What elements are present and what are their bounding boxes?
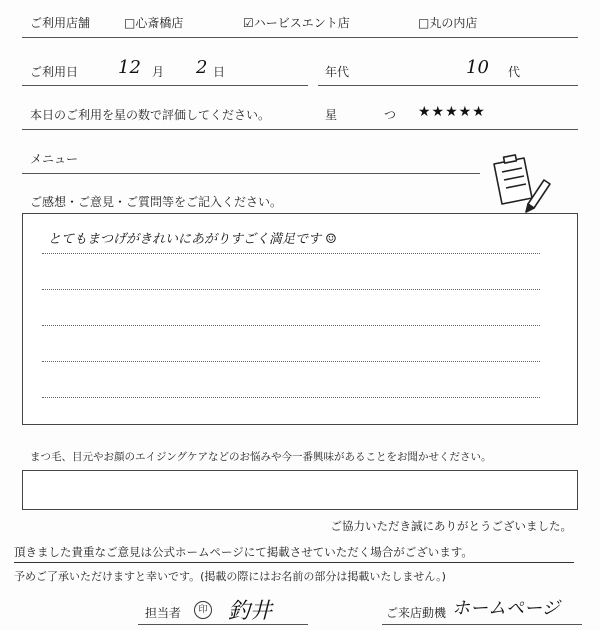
store-underline	[22, 37, 578, 38]
comments-label: ご感想・ご意見・ご質問等をご記入ください。	[30, 195, 283, 209]
store-option-marunouchi[interactable]: □丸の内店	[418, 16, 478, 30]
rating-stars[interactable]: ★★★★★	[418, 104, 486, 120]
store-label: ご利用店舗	[30, 16, 91, 30]
comments-line-2	[42, 289, 540, 290]
date-month-unit: 月	[152, 65, 165, 79]
date-day-value[interactable]: 2	[196, 57, 208, 78]
comments-line-4	[42, 361, 540, 362]
staff-label: 担当者	[145, 606, 182, 620]
thanks-text: ご協力いただき誠にありがとうございました。	[330, 519, 572, 533]
rating-label: 本日のご利用を星の数で評価してください。	[30, 108, 271, 122]
concern-box[interactable]	[22, 470, 578, 510]
comments-text[interactable]: とてもまつげがきれいにあがりすごく満足です ☺	[48, 232, 337, 247]
store-option-herbis-ent[interactable]: ☑ハービスエント店	[243, 16, 350, 30]
notice-1: 頂きました貴重なご意見は公式ホームページにて掲載させていただく場合がございます。	[14, 545, 473, 559]
staff-name[interactable]: 釣井	[228, 599, 273, 624]
comments-line-1	[42, 253, 540, 254]
staff-stamp-icon	[194, 601, 212, 619]
store-option-shinsaibashi[interactable]: □心斎橋店	[124, 16, 184, 30]
age-underline	[318, 85, 578, 86]
notice-2: 予めご了承いただけますと幸いです。(掲載の際にはお名前の部分は掲載いたしません。)	[14, 570, 446, 583]
date-label: ご利用日	[30, 65, 79, 79]
menu-underline	[22, 173, 480, 174]
date-underline-left	[22, 85, 308, 86]
date-month-value[interactable]: 12	[118, 57, 141, 78]
visit-reason-underline	[382, 624, 582, 625]
staff-stamp-text: 印	[198, 605, 208, 615]
menu-label: メニュー	[30, 152, 79, 166]
age-value[interactable]: 10	[466, 57, 489, 78]
age-label: 年代	[325, 65, 350, 79]
comments-line-3	[42, 325, 540, 326]
notice-1-underline	[14, 562, 574, 563]
date-day-unit: 日	[213, 65, 226, 79]
rating-underline	[22, 129, 578, 130]
comments-line-5	[42, 397, 540, 398]
rating-star-label: 星	[325, 108, 338, 122]
clipboard-pencil-icon	[484, 152, 554, 214]
visit-reason-value[interactable]: ホームページ	[452, 598, 560, 619]
visit-reason-label: ご来店動機	[386, 606, 447, 620]
staff-underline	[138, 624, 308, 625]
concern-label: まつ毛、目元やお顔のエイジングケアなどのお悩みや今一番興味があることをお聞かせください。	[30, 451, 492, 463]
age-unit: 代	[508, 65, 521, 79]
rating-tsu: つ	[384, 108, 397, 122]
